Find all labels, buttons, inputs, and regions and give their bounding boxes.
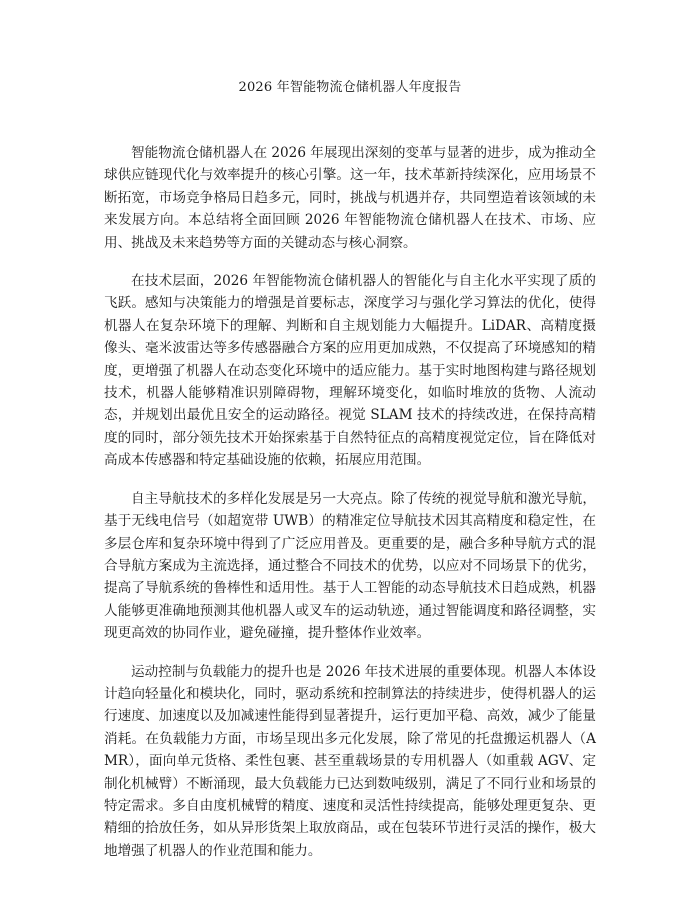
paragraph-navigation: 自主导航技术的多样化发展是另一大亮点。除了传统的视觉导航和激光导航，基于无线电信号（如超宽带 UWB）的精准定位导航技术因其高精度和稳定性，在多层仓库和复杂环境中得到了广泛应用普及。更重要的是，融合多种导航方式的混合导航方案成为主流选择，通过整合不同技术的优势，以应对不同场景下的优劣，提高了导航系统的鲁棒性和适用性。基于人工智能的动态导航技术日趋成熟，机器人能够更准确地预测其他机器人或叉车的运动轨迹，通过智能调度和路径调整，实现更高效的协同作业，避免碰撞，提升整体作业效率。 [104,490,596,642]
paragraph-motion-control: 运动控制与负载能力的提升也是 2026 年技术进展的重要体现。机器人本体设计趋向轻量化和模块化，同时，驱动系统和控制算法的持续进步，使得机器人的运行速度、加速度以及加减速性能得到显著提升，运行更加平稳、高效，减少了能量消耗。在负载能力方面，市场呈现出多元化发展，除了常见的托盘搬运机器人（AMR），面向单元货格、柔性包裹、甚至重载场景的专用机器人（如重载 AGV、定制化机械臂）不断涌现，最大负载能力已达到数吨级别，满足了不同行业和场景的特定需求。多自由度机械臂的精度、速度和灵活性持续提高，能够处理更复杂、更精细的拾放任务，如从异形货架上取放商品，或在包装环节进行灵活的操作，极大地增强了机器人的作业范围和能力。 [104,663,596,859]
document-title: 2026 年智能物流仓储机器人年度报告 [238,80,462,95]
paragraph-technology: 在技术层面，2026 年智能物流仓储机器人的智能化与自主化水平实现了质的飞跃。感知与决策能力的增强是首要标志，深度学习与强化学习算法的优化，使得机器人在复杂环境下的理解、判断和自主规划能力大幅提升。LiDAR、高精度摄像头、毫米波雷达等多传感器融合方案的应用更加成熟，不仅提高了环境感知的精度，更增强了机器人在动态变化环境中的适应能力。基于实时地图构建与路径规划技术，机器人能够精准识别障碍物，理解环境变化，如临时堆放的货物、人流动态，并规划出最优且安全的运动路径。视觉 SLAM 技术的持续改进，在保持高精度的同时，部分领先技术开始探索基于自然特征点的高精度视觉定位，旨在降低对高成本传感器和特定基础设施的依赖，拓展应用范围。 [104,273,596,469]
paragraph-intro: 智能物流仓储机器人在 2026 年展现出深刻的变革与显著的进步，成为推动全球供应链现代化与效率提升的核心引擎。这一年，技术革新持续深化，应用场景不断拓宽，市场竞争格局日趋多元，同时，挑战与机遇并存，共同塑造着该领域的未来发展方向。本总结将全面回顾 2026 年智能物流仓储机器人在技术、市场、应用、挑战及未来趋势等方面的关键动态与核心洞察。 [104,145,596,251]
